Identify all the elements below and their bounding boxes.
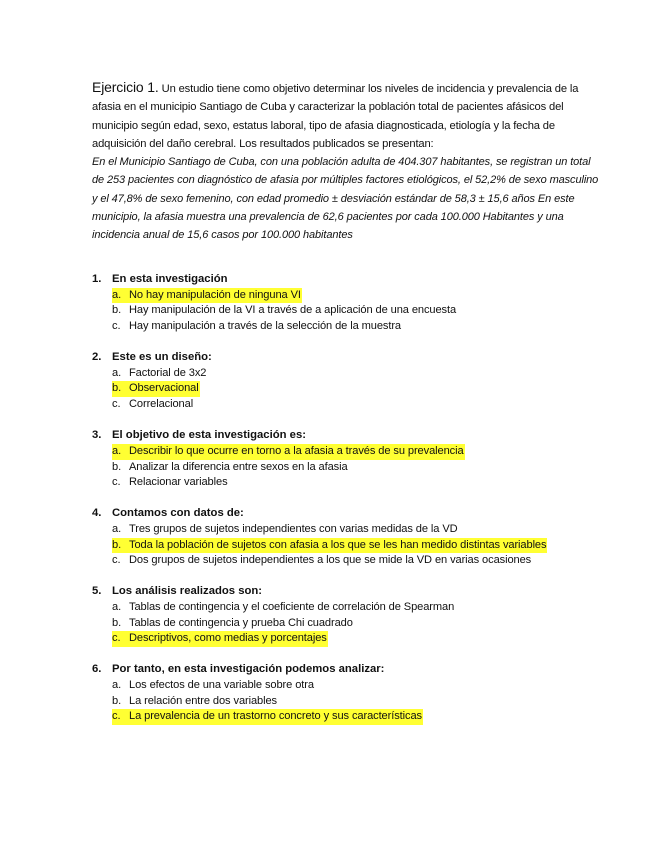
exercise-statement: [92, 78, 602, 153]
option-list: [92, 522, 612, 569]
option-list: [92, 288, 612, 335]
option: [92, 678, 612, 694]
option: [92, 522, 612, 538]
question-number: 5.: [92, 585, 102, 598]
question-title: [92, 428, 612, 444]
option-letter: a.: [112, 288, 129, 304]
question-5: [92, 584, 612, 647]
option-list: [92, 678, 612, 725]
question-list: [92, 272, 612, 740]
option-letter: b.: [112, 460, 122, 473]
option: [92, 553, 612, 569]
option-highlighted: [92, 538, 612, 554]
option: [92, 475, 612, 491]
option-letter: b.: [112, 616, 122, 629]
option-highlighted: [92, 709, 612, 725]
question-number: 3.: [92, 429, 102, 442]
question-title: [92, 272, 612, 288]
option-text: Toda la población de sujetos con afasia a los que se les han medido distintas variables: [129, 538, 547, 554]
exercise-results-text: En el Municipio Santiago de Cuba, con una población adulta de 404.307 habitantes, se registran un total de 253 pacientes con diagnóstico de afasia por múltiples factores etiológicos, el 52,2% de sexo masculino y el 47,8% de sexo femenino, con edad promedio ± desviación estándar de 58,3 ± 15,6 años En este municipio, la afasia muestra una prevalencia de 62,6 pacientes por cada 100.000 Habitantes y una incidencia anual de 15,6 casos por 100.000 habitantes: [92, 156, 599, 242]
option-list: [92, 600, 612, 647]
option-highlighted: [92, 288, 612, 304]
option-letter: b.: [112, 381, 129, 397]
option-letter: a.: [112, 444, 129, 460]
option-text: Observacional: [129, 381, 200, 397]
option: [92, 397, 612, 413]
option-text: Tres grupos de sujetos independientes con varias medidas de la VD: [129, 523, 458, 536]
question-title: [92, 662, 612, 678]
option-text: Factorial de 3x2: [129, 366, 207, 379]
option: [92, 319, 612, 335]
option-letter: c.: [112, 476, 121, 489]
question-3: [92, 428, 612, 491]
option-text: Relacionar variables: [129, 476, 228, 489]
option: [92, 366, 612, 382]
option-text: Dos grupos de sujetos independientes a los que se mide la VD en varias ocasiones: [129, 554, 532, 567]
option-highlighted: [92, 631, 612, 647]
exercise-intro: [92, 78, 602, 245]
option-highlighted: [92, 444, 612, 460]
option: [92, 460, 612, 476]
option-text: Describir lo que ocurre en torno a la afasia a través de su prevalencia: [129, 444, 465, 460]
question-number: 1.: [92, 273, 102, 285]
question-2: [92, 350, 612, 413]
option-text: Analizar la diferencia entre sexos en la afasia: [129, 460, 348, 473]
question-text: Por tanto, en esta investigación podemos analizar:: [112, 663, 385, 676]
option-text: La prevalencia de un trastorno concreto y sus características: [129, 709, 423, 725]
option: [92, 600, 612, 616]
question-title: [92, 506, 612, 522]
option-highlighted: [92, 381, 612, 397]
question-number: 2.: [92, 351, 102, 364]
question-text: Los análisis realizados son:: [112, 585, 263, 598]
exercise-intro-text: Un estudio tiene como objetivo determinar los niveles de incidencia y prevalencia de la afasia en el municipio Santiago de Cuba y caracterizar la población total de pacientes afásicos del municipio según edad, sexo, estatus laboral, tipo de afasia diagnosticada, etiología y la fecha de adquisición del daño cerebral. Los resultados publicados se presentan:: [92, 83, 579, 150]
question-1: [92, 272, 612, 335]
option-letter: c.: [112, 319, 121, 332]
option: [92, 694, 612, 710]
option-text: Tablas de contingencia y el coeficiente de correlación de Spearman: [129, 601, 455, 614]
option: [92, 616, 612, 632]
question-4: [92, 506, 612, 569]
option-list: [92, 366, 612, 413]
option-letter: c.: [112, 631, 129, 647]
option-list: [92, 444, 612, 491]
option-text: Hay manipulación a través de la selección de la muestra: [129, 319, 401, 332]
question-text: Este es un diseño:: [112, 351, 212, 364]
question-number: 4.: [92, 507, 102, 520]
question-text: El objetivo de esta investigación es:: [112, 429, 306, 442]
option-text: La relación entre dos variables: [129, 694, 277, 707]
option-letter: b.: [112, 538, 129, 554]
question-6: [92, 662, 612, 725]
exercise-title: Ejercicio 1.: [92, 79, 159, 95]
option-letter: a.: [112, 366, 122, 379]
option-letter: b.: [112, 694, 122, 707]
option-text: Los efectos de una variable sobre otra: [129, 679, 314, 692]
option-letter: b.: [112, 304, 122, 317]
option-text: Correlacional: [129, 398, 194, 411]
option-text: No hay manipulación de ninguna VI: [129, 288, 302, 304]
question-text: En esta investigación: [112, 273, 228, 285]
option-text: Hay manipulación de la VI a través de a aplicación de una encuesta: [129, 304, 457, 317]
option-letter: a.: [112, 523, 122, 536]
option-letter: c.: [112, 554, 121, 567]
option: [92, 303, 612, 319]
option-text: Tablas de contingencia y prueba Chi cuadrado: [129, 616, 353, 629]
question-text: Contamos con datos de:: [112, 507, 244, 520]
option-letter: a.: [112, 679, 122, 692]
question-number: 6.: [92, 663, 102, 676]
option-text: Descriptivos, como medias y porcentajes: [129, 631, 328, 647]
question-title: [92, 350, 612, 366]
option-letter: c.: [112, 398, 121, 411]
option-letter: c.: [112, 709, 129, 725]
question-title: [92, 584, 612, 600]
option-letter: a.: [112, 601, 122, 614]
